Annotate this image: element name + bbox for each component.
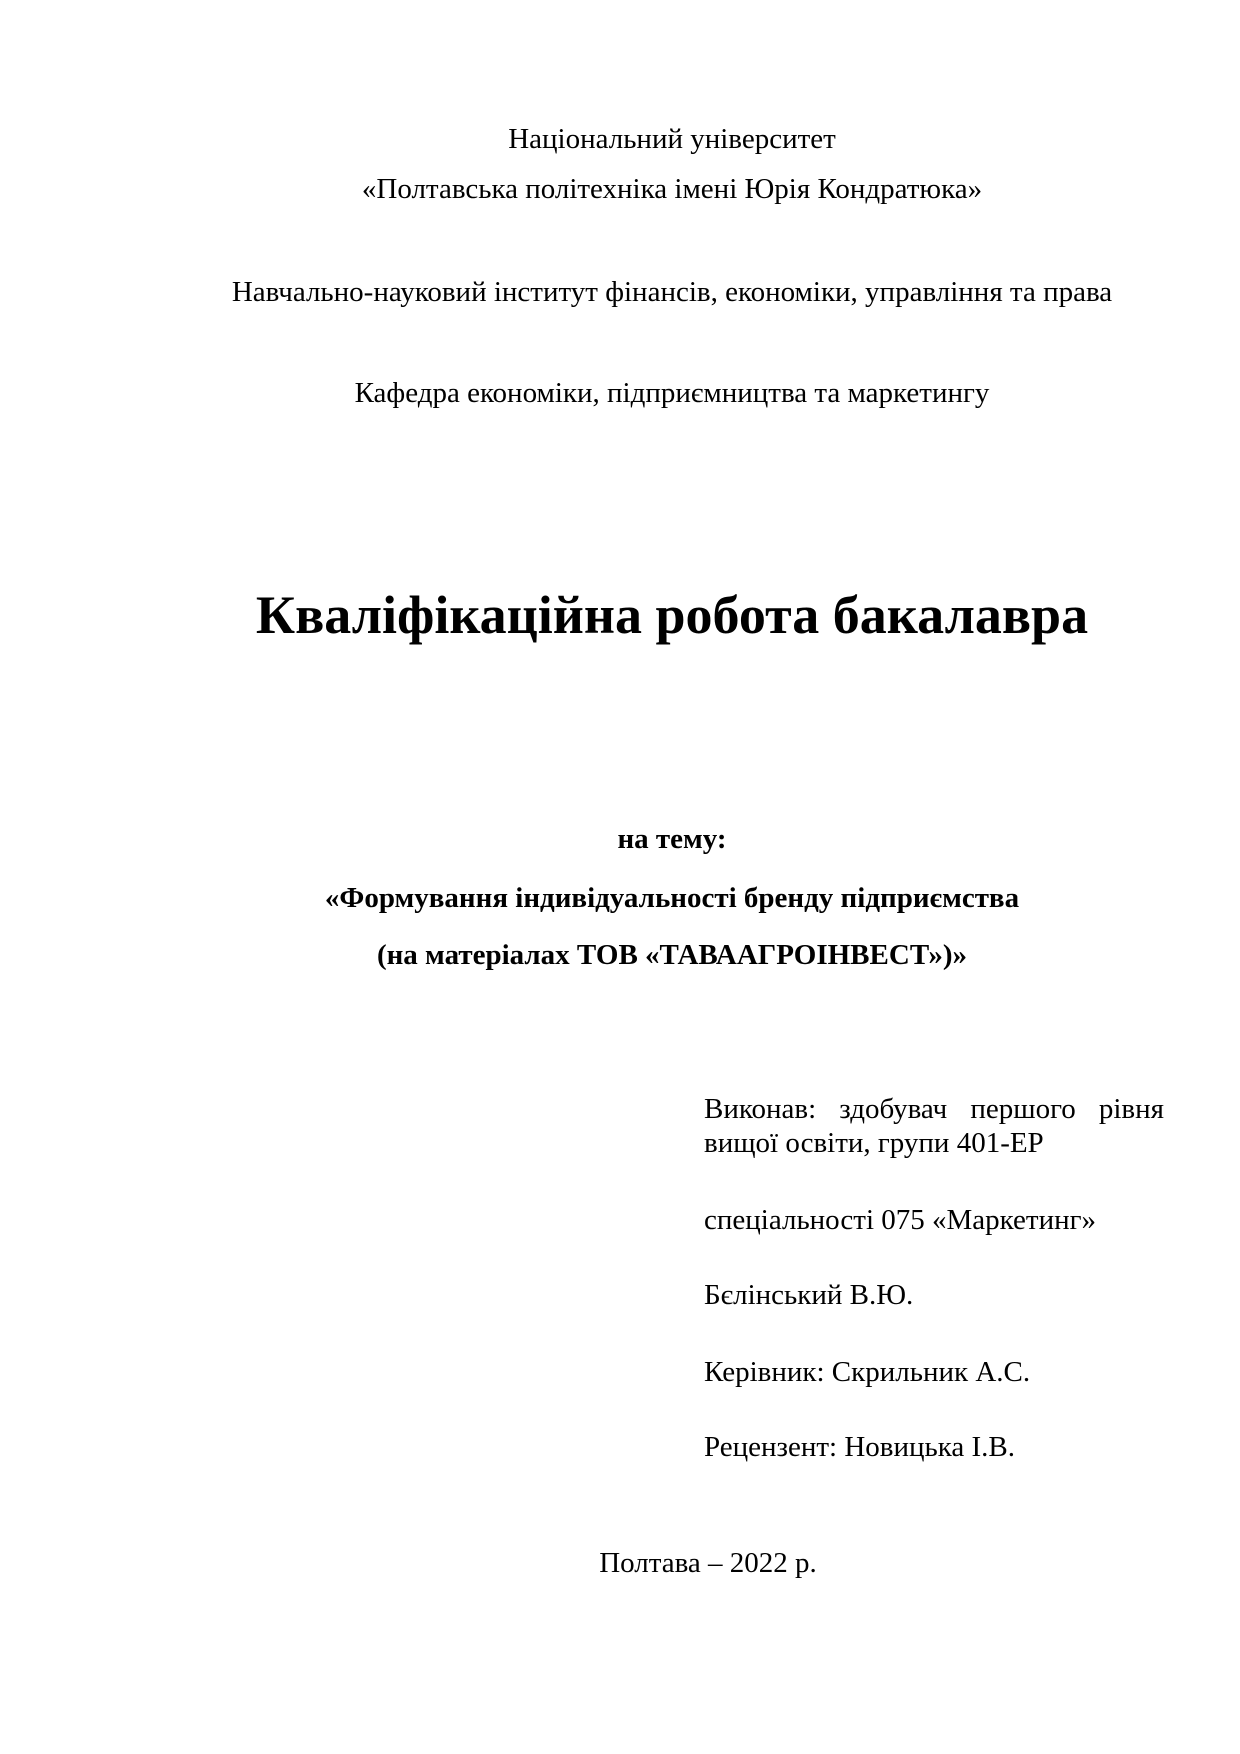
student-name: Бєлінський В.Ю.	[704, 1279, 914, 1311]
institute-name: Навчально-науковий інститут фінансів, економіки, управління та права	[231, 276, 1113, 308]
department-name: Кафедра економіки, підприємництва та маркетингу	[354, 377, 990, 409]
city-year: Полтава – 2022 р.	[599, 1547, 817, 1579]
topic-label: на тему:	[617, 823, 727, 855]
topic-line-2: (на матеріалах ТОВ «ТАВААГРОІНВЕСТ»)»	[376, 939, 968, 971]
performed-by-line-2: вищої освіти, групи 401-ЕР	[704, 1127, 1044, 1159]
performed-by-line-1: Виконав: здобувач першого рівня	[704, 1093, 1164, 1125]
university-name: Національний університет	[508, 123, 836, 155]
specialty: спеціальності 075 «Маркетинг»	[704, 1204, 1097, 1236]
university-full-name: «Полтавська політехніка імені Юрія Кондратюка»	[361, 173, 983, 205]
reviewer: Рецензент: Новицька І.В.	[704, 1431, 1016, 1463]
topic-line-1: «Формування індивідуальності бренду підприємства	[324, 882, 1020, 914]
document-title: Кваліфікаційна робота бакалавра	[255, 585, 1089, 645]
supervisor: Керівник: Скрильник А.С.	[704, 1356, 1031, 1388]
